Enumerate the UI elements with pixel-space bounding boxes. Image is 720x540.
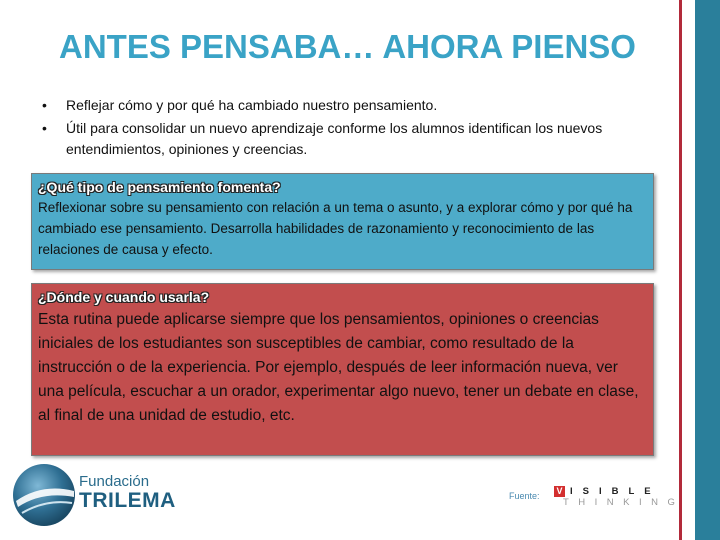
thinking-text: THINKING (563, 497, 685, 508)
slide-title: ANTES PENSABA… AHORA PIENSO (59, 28, 636, 65)
fundacion-trilema-logo (12, 463, 192, 533)
side-accent-bar (695, 0, 720, 540)
visible-thinking-logo (554, 486, 685, 508)
bullet-item: • Útil para consolidar un nuevo aprendizaje conforme los alumnos identifican los nuevos entendimientos, opiniones y creencias. (42, 118, 654, 160)
logo-text-small: Fundación (79, 473, 150, 490)
thinking-type-box (31, 173, 654, 270)
usage-box (31, 283, 654, 456)
thinking-type-body: Reflexionar sobre su pensamiento con relación a un tema o asunto, y a explorar cómo y por qué ha cambiado ese pensamiento. Desarrolla habilidades de razonamiento y reconocimiento de las relaciones de causa y efecto. (38, 200, 633, 257)
visible-v-badge: V (554, 486, 565, 497)
thinking-type-heading: ¿Qué tipo de pensamiento fomenta? (38, 179, 281, 195)
visible-text: ISIBLE (570, 486, 661, 497)
bullet-list (42, 95, 654, 162)
usage-body: Esta rutina puede aplicarse siempre que los pensamientos, opiniones o creencias iniciales de los estudiantes son susceptibles de cambiar, como resultado de la instrucción o de la experiencia. Por ejemplo, después de leer información nueva, ver una película, escuchar a un orador, experimentar algo nuevo, tener un debate en clase, al final de una unidad de estudio, etc. (38, 311, 639, 424)
globe-icon (12, 463, 76, 527)
usage-heading: ¿Dónde y cuando usarla? (38, 289, 210, 305)
side-accent-line (679, 0, 682, 540)
bullet-item: • Reflejar cómo y por qué ha cambiado nuestro pensamiento. (42, 95, 654, 116)
logo-text-big: TRILEMA (79, 489, 176, 512)
source-label: Fuente: (509, 491, 540, 501)
